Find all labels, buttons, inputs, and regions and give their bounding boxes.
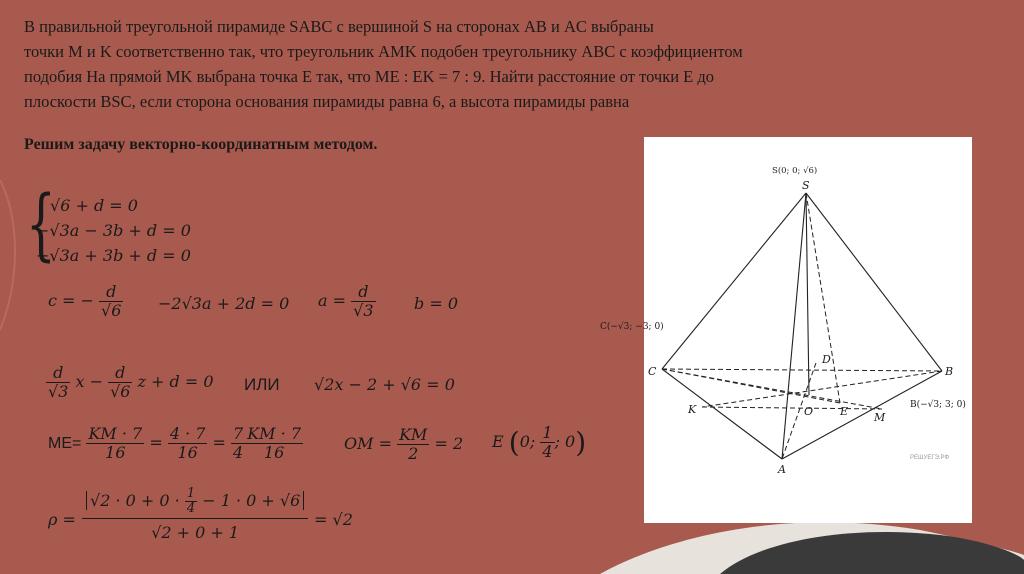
label-C: C	[648, 365, 657, 378]
distance-num-b: − 1 · 0 + √6	[202, 491, 301, 510]
watermark: РЕШУЕГЭ.РФ	[910, 455, 950, 461]
distance-rhs: = √2	[314, 510, 353, 529]
c-expression	[48, 283, 123, 320]
me-label: ME=	[48, 435, 82, 452]
om-den: 2	[408, 444, 419, 463]
or-word: ИЛИ	[244, 375, 280, 394]
distance-numerator	[82, 487, 308, 519]
a-lhs: a =	[318, 291, 347, 310]
a-num: d	[351, 283, 375, 302]
problem-line-3: подобия На прямой MK выбрана точка E так, что ME : EK = 7 : 9. Найти расстояние от точки E до	[24, 67, 715, 86]
method-heading: Решим задачу векторно-координатным методом.	[24, 136, 378, 153]
me-f2-den: 16	[177, 443, 198, 462]
me-f3-num: 7	[233, 424, 244, 443]
label-K: K	[688, 403, 697, 416]
label-S-coord: S(0; 0; √6)	[772, 166, 818, 176]
om-rhs: = 2	[434, 434, 464, 453]
om-expression	[344, 426, 463, 463]
e-den: 4	[542, 442, 553, 461]
om-num: KM	[399, 425, 428, 444]
edge-SA	[782, 193, 806, 459]
me-expression	[48, 425, 303, 462]
edge-SO	[806, 193, 809, 395]
edge-SB	[806, 193, 942, 371]
label-M: M	[874, 411, 886, 424]
line-SE	[806, 193, 840, 403]
me-f1-num: KM · 7	[88, 424, 143, 443]
e-point	[492, 424, 586, 461]
line-CE	[662, 369, 840, 403]
me-fraction-3	[231, 425, 245, 462]
distance-lhs: ρ =	[48, 510, 76, 529]
label-A: A	[778, 463, 786, 476]
label-B: B	[945, 365, 954, 378]
plane-x: x −	[75, 372, 103, 391]
system-eq-2: −√3a − 3b + d = 0	[36, 221, 191, 240]
problem-line-4: плоскости BSC, если сторона основания пирамиды равна 6, а высота пирамиды равна	[24, 92, 630, 111]
a-expression	[318, 283, 376, 320]
system-eq-3: −√3a + 3b + d = 0	[36, 246, 191, 265]
distance-num-a: √2 · 0 + 0 ·	[90, 491, 180, 510]
e-num: 1	[542, 423, 553, 442]
distance-abs	[86, 486, 304, 516]
label-B-coord: B(−√3; 3; 0)	[910, 400, 966, 410]
c-fraction	[99, 283, 123, 320]
plane-rest: z + d = 0	[137, 372, 214, 391]
om-lhs: OM =	[344, 434, 392, 453]
me-f4-den: 16	[263, 443, 285, 462]
system-brace: {	[26, 180, 56, 270]
pyramid-figure	[644, 137, 972, 523]
edge-CB-hidden	[662, 369, 942, 371]
e-paren-right: )	[575, 426, 587, 459]
c-num: d	[99, 283, 123, 302]
me-f4-num: KM · 7	[247, 424, 301, 443]
distance-denominator: √2 + 0 + 1	[151, 523, 240, 542]
label-E: E	[840, 405, 849, 418]
plane-f2-den: √6	[110, 382, 131, 401]
me-fraction-1	[86, 425, 144, 462]
e-label: E	[492, 432, 504, 451]
problem-line-1: В правильной треугольной пирамиде SABC с вершиной S на сторонах AB и AC выбраны	[24, 17, 654, 36]
label-D: D	[822, 353, 831, 366]
line-KM	[702, 407, 882, 409]
line-BK	[702, 371, 942, 407]
problem-statement	[24, 14, 844, 114]
me-fraction-2	[168, 425, 208, 462]
pyramid-diagram	[644, 137, 972, 523]
me-eq-2: =	[212, 433, 226, 452]
distance-num-fden: 4	[186, 501, 196, 516]
plane-f1-num: d	[46, 364, 70, 383]
e-z: ; 0	[554, 432, 576, 451]
om-fraction	[397, 426, 429, 463]
me-fraction-4	[245, 425, 303, 462]
a-fraction	[351, 283, 375, 320]
e-fraction	[540, 424, 554, 461]
edge-CA	[662, 369, 782, 459]
distance-num-fraction	[185, 487, 197, 516]
label-O: O	[804, 405, 814, 418]
distance-num-fnum: 1	[186, 486, 196, 501]
c-lhs: c = −	[48, 291, 94, 310]
b-equation: b = 0	[414, 294, 458, 313]
system-eq-1: √6 + d = 0	[50, 196, 138, 215]
plane-f2-num: d	[108, 364, 132, 383]
edge-SC	[662, 193, 806, 369]
me-eq-1: =	[149, 433, 163, 452]
plane-fraction-2	[108, 364, 132, 401]
e-paren-left: (	[508, 426, 520, 459]
a-den: √3	[353, 301, 374, 320]
decor-dark-shape	[700, 515, 1024, 574]
plane-f1-den: √3	[48, 382, 69, 401]
c-den: √6	[101, 301, 122, 320]
label-C-coord: C(−√3; −3; 0)	[600, 322, 664, 332]
label-S: S	[802, 179, 810, 192]
distance-fraction	[82, 487, 308, 542]
me-f1-den: 16	[105, 443, 126, 462]
mid-equation: −2√3a + 2d = 0	[158, 294, 290, 313]
plane-equation	[46, 364, 214, 401]
me-f2-num: 4 · 7	[169, 424, 206, 443]
plane-fraction-1	[46, 364, 70, 401]
e-x: 0;	[519, 432, 536, 451]
me-f3-den: 4	[233, 443, 244, 462]
plane-alt-equation: √2x − 2 + √6 = 0	[314, 375, 455, 394]
problem-line-2: точки M и K соответственно так, что треугольник AMK подобен треугольнику ABC с коэффициентом	[24, 42, 743, 61]
